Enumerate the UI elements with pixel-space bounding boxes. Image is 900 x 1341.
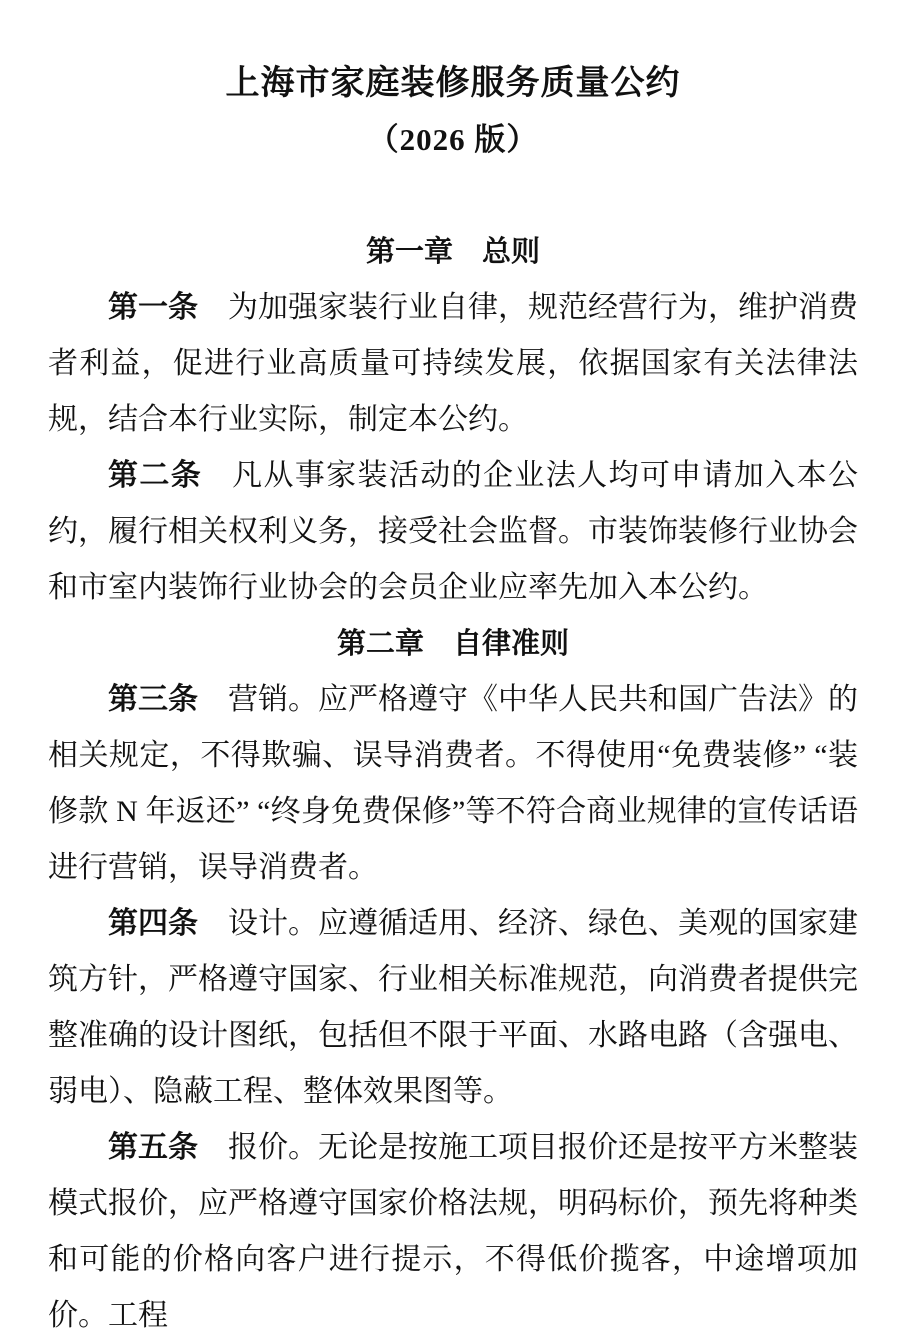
article-4-label: 第四条	[108, 907, 198, 940]
chapter-2-heading: 第二章 自律准则	[336, 628, 569, 660]
article-5-paragraph	[48, 1120, 858, 1341]
article-2-text: 凡从事家装活动的企业法人均可申请加入本公约，履行相关权利义务，接受社会监督。市装饰装修行业协会和市室内装饰行业协会的会员企业应率先加入本公约。	[48, 459, 859, 604]
article-3-text: 营销。应严格遵守《中华人民共和国广告法》的相关规定，不得欺骗、误导消费者。不得使用“免费装修” “装修款 N 年返还” “终身免费保修”等不符合商业规律的宣传话语进行营销，误导消费者。	[48, 683, 858, 884]
blank-line-spacer	[48, 168, 858, 224]
document-title: 上海市家庭装修服务质量公约	[225, 65, 681, 102]
article-5-label: 第五条	[108, 1131, 198, 1164]
article-2-paragraph	[48, 448, 858, 616]
document-subtitle: （2026 版）	[367, 122, 539, 157]
article-1-paragraph	[48, 280, 858, 448]
article-2-label: 第二条	[108, 459, 203, 492]
article-5-text: 报价。无论是按施工项目报价还是按平方米整装模式报价，应严格遵守国家价格法规，明码标价，预先将种类和可能的价格向客户进行提示，不得低价揽客，中途增项加价。工程	[48, 1131, 858, 1332]
article-3-label: 第三条	[108, 683, 198, 716]
article-1-text: 为加强家装行业自律，规范经营行为，维护消费者利益，促进行业高质量可持续发展，依据国家有关法律法规，结合本行业实际，制定本公约。	[48, 291, 858, 436]
article-4-paragraph	[48, 896, 858, 1120]
article-3-paragraph	[48, 672, 858, 896]
chapter-1-heading: 第一章 总则	[365, 236, 540, 268]
article-4-text: 设计。应遵循适用、经济、绿色、美观的国家建筑方针，严格遵守国家、行业相关标准规范，向消费者提供完整准确的设计图纸，包括但不限于平面、水路电路（含强电、弱电）、隐蔽工程、整体效果图等。	[48, 907, 858, 1108]
article-1-label: 第一条	[108, 291, 198, 324]
